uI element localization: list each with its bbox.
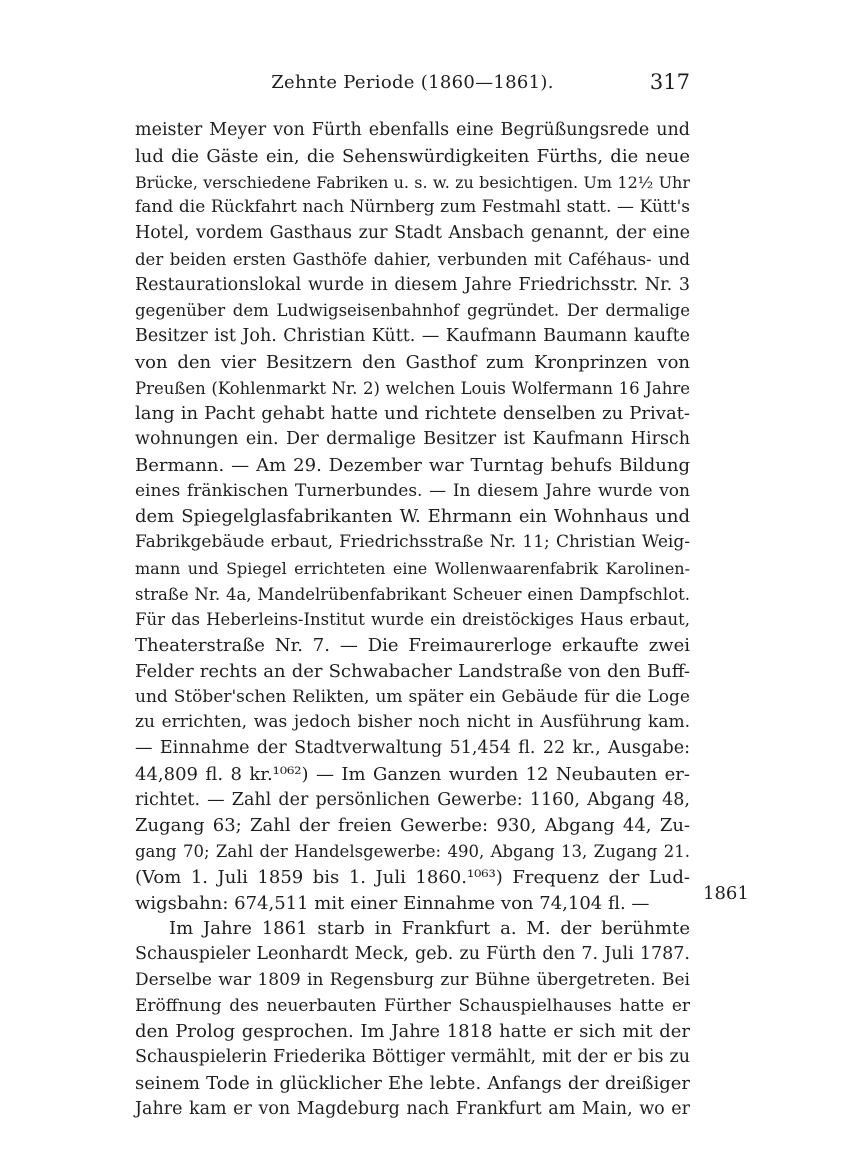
page-number: 317 bbox=[649, 70, 690, 94]
text-line: lang in Pacht gehabt hatte und richtete denselben zu Privat- bbox=[135, 403, 690, 425]
running-title: Zehnte Periode (1860—1861). bbox=[271, 72, 554, 93]
page-header bbox=[135, 72, 690, 100]
text-line: Jahre kam er von Magdeburg nach Frankfurt am Main, wo er bbox=[135, 1098, 690, 1119]
text-line: Felder rechts an der Schwabacher Landstraße von den Buff- bbox=[135, 660, 690, 682]
text-line: Preußen (Kohlenmarkt Nr. 2) welchen Louis Wolfermann 16 Jahre bbox=[135, 378, 690, 398]
text-line: Brücke, verschiedene Fabriken u. s. w. zu besichtigen. Um 12½ Uhr bbox=[135, 172, 690, 192]
text-line: wigsbahn: 674,511 mit einer Einnahme von 74,104 fl. — bbox=[135, 892, 650, 914]
text-line: Hotel, vordem Gasthaus zur Stadt Ansbach genannt, der eine bbox=[135, 223, 690, 243]
text-line: fand die Rückfahrt nach Nürnberg zum Festmahl statt. — Kütt's bbox=[135, 197, 690, 218]
text-line: mann und Spiegel errichteten eine Wollenwaarenfabrik Karolinen- bbox=[135, 558, 690, 578]
text-line: Schauspielerin Friederika Böttiger vermählt, mit der er bis zu bbox=[135, 1047, 690, 1067]
text-line: gang 70; Zahl der Handelsgewerbe: 490, Abgang 13, Zugang 21. bbox=[135, 842, 690, 861]
text-line: zu errichten, was jedoch bisher noch nicht in Ausführung kam. bbox=[135, 712, 690, 733]
text-line: Bermann. — Am 29. Dezember war Turntag behufs Bildung bbox=[135, 454, 690, 476]
text-line: (Vom 1. Juli 1859 bis 1. Juli 1860.¹⁰⁶³) Frequenz der Lud- bbox=[135, 866, 690, 888]
margin-year-note: 1861 bbox=[703, 883, 749, 904]
text-line: 44,809 fl. 8 kr.¹⁰⁶²) — Im Ganzen wurden 12 Neubauten er- bbox=[135, 763, 690, 785]
text-line: den Prolog gesprochen. Im Jahre 1818 hatte er sich mit der bbox=[135, 1021, 690, 1043]
text-line: Fabrikgebäude erbaut, Friedrichsstraße Nr. 11; Christian Weig- bbox=[135, 532, 690, 552]
body-text bbox=[135, 118, 690, 1122]
text-line: lud die Gäste ein, die Sehenswürdigkeiten Fürths, die neue bbox=[135, 145, 690, 167]
text-line: von den vier Besitzern den Gasthof zum Kronprinzen von bbox=[135, 351, 690, 373]
text-line: Theaterstraße Nr. 7. — Die Freimaurerloge erkaufte zwei bbox=[135, 635, 690, 656]
text-line: seinem Tode in glücklicher Ehe lebte. Anfangs der dreißiger bbox=[135, 1072, 690, 1094]
text-line: wohnungen ein. Der dermalige Besitzer ist Kaufmann Hirsch bbox=[135, 429, 690, 449]
text-line: Schauspieler Leonhardt Meck, geb. zu Fürth den 7. Juli 1787. bbox=[135, 944, 690, 964]
text-line: Für das Heberleins-Institut wurde ein dreistöckiges Haus erbaut, bbox=[135, 610, 690, 630]
text-line: Derselbe war 1809 in Regensburg zur Bühne übergetreten. Bei bbox=[135, 969, 690, 990]
text-line: Eröffnung des neuerbauten Fürther Schauspielhauses hatte er bbox=[135, 995, 690, 1016]
text-line: richtet. — Zahl der persönlichen Gewerbe: 1160, Abgang 48, bbox=[135, 789, 690, 810]
text-line: Restaurationslokal wurde in diesem Jahre Friedrichsstr. Nr. 3 bbox=[135, 274, 690, 295]
text-line: meister Meyer von Fürth ebenfalls eine Begrüßungsrede und bbox=[135, 120, 690, 140]
text-line: der beiden ersten Gasthöfe dahier, verbunden mit Caféhaus- und bbox=[135, 249, 690, 269]
text-line: Im Jahre 1861 starb in Frankfurt a. M. der berühmte bbox=[169, 918, 690, 940]
text-line: dem Spiegelglasfabrikanten W. Ehrmann ein Wohnhaus und bbox=[135, 506, 690, 528]
text-line: und Stöber'schen Relikten, um später ein Gebäude für die Loge bbox=[135, 686, 690, 707]
text-line: — Einnahme der Stadtverwaltung 51,454 fl. 22 kr., Ausgabe: bbox=[135, 738, 690, 758]
text-line: Zugang 63; Zahl der freien Gewerbe: 930, Abgang 44, Zu- bbox=[135, 815, 690, 837]
text-line: eines fränkischen Turnerbundes. — In diesem Jahre wurde von bbox=[135, 480, 690, 501]
text-line: straße Nr. 4a, Mandelrübenfabrikant Scheuer einen Dampfschlot. bbox=[135, 584, 690, 604]
text-line: Besitzer ist Joh. Christian Kütt. — Kaufmann Baumann kaufte bbox=[135, 326, 690, 346]
text-line: gegenüber dem Ludwigseisenbahnhof gegründet. Der dermalige bbox=[135, 301, 690, 321]
